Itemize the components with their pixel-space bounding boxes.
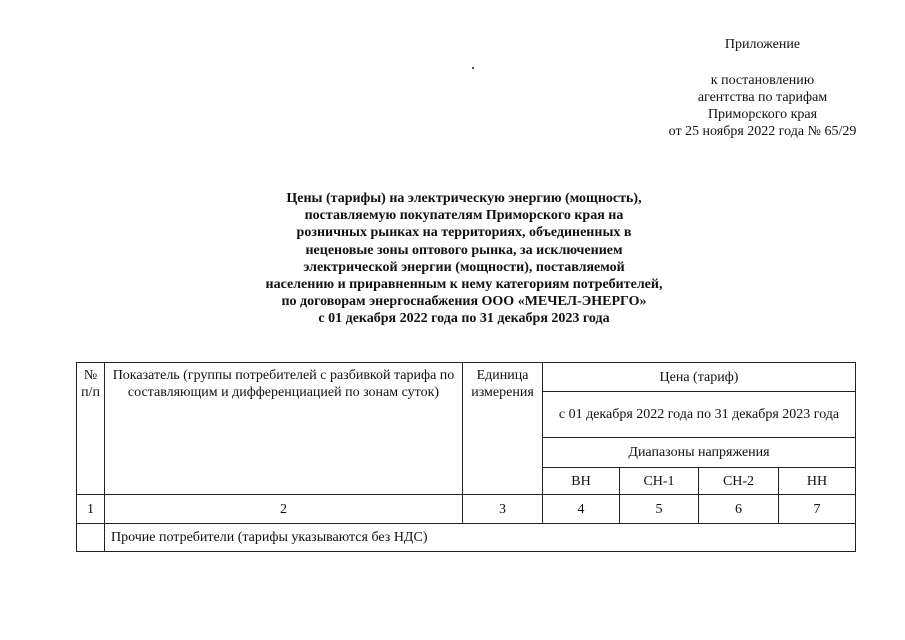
annex-date-line: от 25 ноября 2022 года № 65/29 xyxy=(668,124,857,139)
tariff-table xyxy=(76,362,856,552)
header-indicator: Показатель (группы потребителей с разбивкой тарифа по составляющим и дифференциацией по зонам суток) xyxy=(105,363,463,495)
scan-speck xyxy=(472,67,474,69)
title-line: розничных рынках на территориях, объединенных в xyxy=(296,225,632,241)
voltage-vn: ВН xyxy=(543,468,620,495)
annex-heading: Приложение xyxy=(724,37,801,52)
column-number: 6 xyxy=(699,495,779,524)
header-price: Цена (тариф) xyxy=(543,363,856,392)
title-line: по договорам энергоснабжения ООО «МЕЧЕЛ-ЭНЕРГО» xyxy=(281,294,647,310)
title-line: электрической энергии (мощности), поставляемой xyxy=(303,259,625,275)
column-number: 5 xyxy=(620,495,699,524)
title-line: с 01 декабря 2022 года по 31 декабря 2023 года xyxy=(318,311,610,327)
title-line: Цены (тарифы) на электрическую энергию (мощность), xyxy=(286,191,642,206)
column-number: 1 xyxy=(77,495,105,524)
voltage-nn: НН xyxy=(779,468,856,495)
column-number: 7 xyxy=(779,495,856,524)
annex-line: агентства по тарифам xyxy=(697,90,828,105)
title-line: неценовые зоны оптового рынка, за исключением xyxy=(305,242,623,258)
section-row-other-consumers: Прочие потребители (тарифы указываются без НДС) xyxy=(105,524,856,552)
annex-line: к постановлению xyxy=(710,73,815,88)
header-period: с 01 декабря 2022 года по 31 декабря 2023 года xyxy=(543,392,856,438)
annex-line: Приморского края xyxy=(707,107,818,122)
header-unit: Единица измерения xyxy=(463,363,543,495)
column-number: 2 xyxy=(105,495,463,524)
voltage-sn2: СН-2 xyxy=(699,468,779,495)
document-title xyxy=(200,190,728,328)
header-voltage-ranges: Диапазоны напряжения xyxy=(543,438,856,468)
column-number: 3 xyxy=(463,495,543,524)
annex-block xyxy=(620,36,905,140)
section-number-cell xyxy=(77,524,105,552)
title-line: населению и приравненным к нему категориям потребителей, xyxy=(265,277,663,293)
title-line: поставляемую покупателям Приморского края на xyxy=(304,208,624,224)
header-number: № п/п xyxy=(77,363,105,495)
voltage-sn1: СН-1 xyxy=(620,468,699,495)
column-number: 4 xyxy=(543,495,620,524)
